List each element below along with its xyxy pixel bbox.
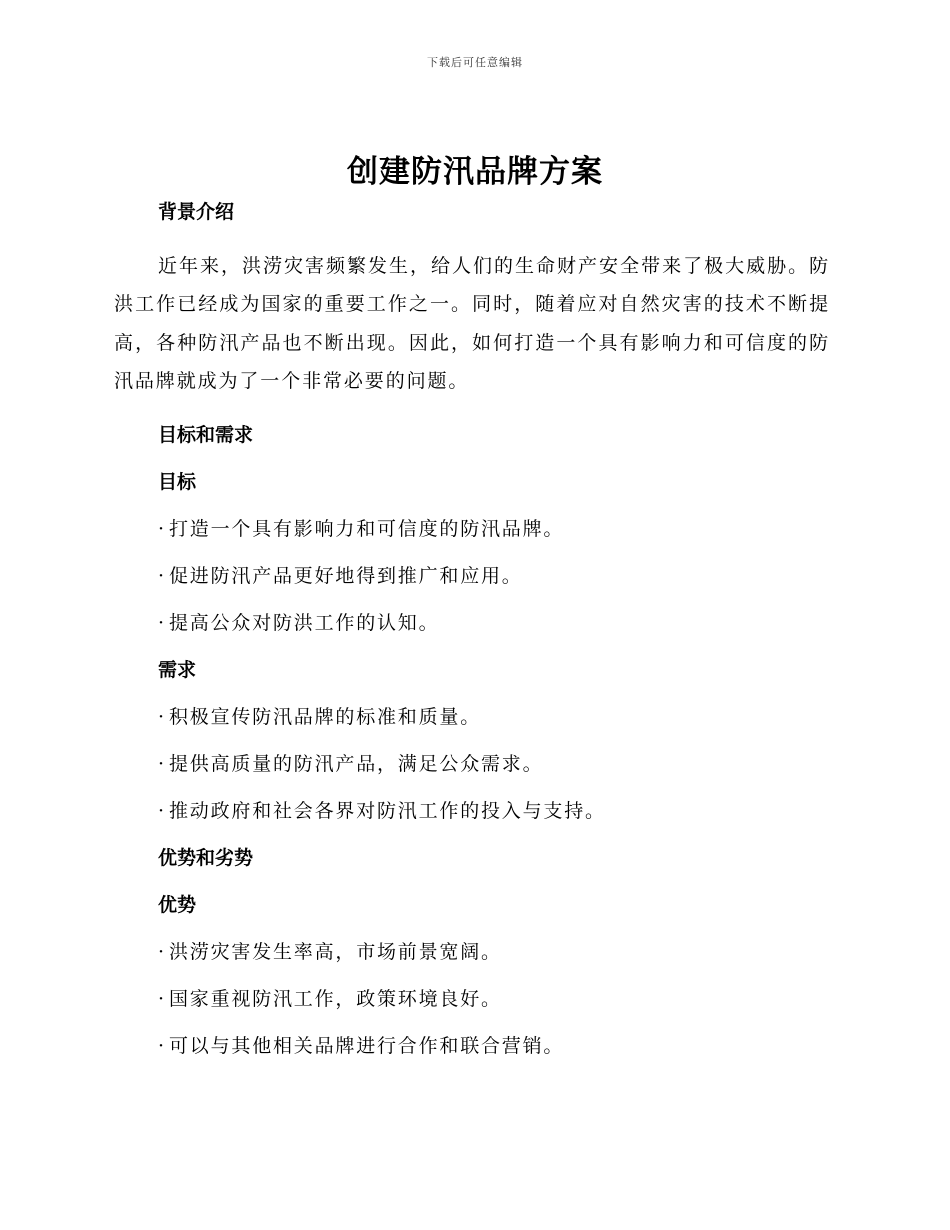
list-item — [158, 795, 830, 827]
list-item — [158, 936, 830, 968]
need-item-1: 积极宣传防汛品牌的标准和质量。 — [169, 705, 482, 728]
goal-item-1: 打造一个具有影响力和可信度的防汛品牌。 — [169, 517, 565, 540]
bullet-dot: · — [158, 987, 165, 1010]
advantage-item-1: 洪涝灾害发生率高，市场前景宽阔。 — [169, 940, 502, 963]
bullet-dot: · — [158, 517, 165, 540]
bullet-dot: · — [158, 752, 165, 775]
list-item — [158, 748, 830, 780]
bullet-dot: · — [158, 799, 165, 822]
list-item — [158, 983, 830, 1015]
subheading-needs: 需求 — [158, 658, 197, 681]
background-paragraph: 近年来，洪涝灾害频繁发生，给人们的生命财产安全带来了极大威胁。防洪工作已经成为国家的重要工作之一。同时，随着应对自然灾害的技术不断提高，各种防汛产品也不断出现。因此，如何打造一个具有影响力和可信度的防汛品牌就成为了一个非常必要的问题。 — [114, 255, 830, 393]
subheading-goals: 目标 — [158, 470, 197, 493]
need-item-2: 提供高质量的防汛产品，满足公众需求。 — [169, 752, 544, 775]
advantage-item-2: 国家重视防汛工作，政策环境良好。 — [169, 987, 502, 1010]
document-title: 创建防汛品牌方案 — [347, 154, 603, 190]
document-body — [114, 196, 830, 1062]
goal-item-3: 提高公众对防洪工作的认知。 — [169, 611, 440, 634]
list-item — [158, 513, 830, 545]
list-item — [158, 607, 830, 639]
bullet-dot: · — [158, 1034, 165, 1057]
bullet-dot: · — [158, 564, 165, 587]
bullet-dot: · — [158, 940, 165, 963]
advantage-item-3: 可以与其他相关品牌进行合作和联合营销。 — [169, 1034, 565, 1057]
goal-item-2: 促进防汛产品更好地得到推广和应用。 — [169, 564, 523, 587]
section-heading-background: 背景介绍 — [158, 201, 235, 223]
header-note: 下载后可任意编辑 — [427, 56, 523, 69]
section-heading-swot: 优势和劣势 — [158, 846, 254, 869]
bullet-dot: · — [158, 705, 165, 728]
list-item — [158, 701, 830, 733]
need-item-3: 推动政府和社会各界对防汛工作的投入与支持。 — [169, 799, 606, 822]
list-item — [158, 560, 830, 592]
bullet-dot: · — [158, 611, 165, 634]
list-item — [158, 1030, 830, 1062]
subheading-advantages: 优势 — [158, 893, 197, 916]
section-heading-goals-needs: 目标和需求 — [158, 423, 254, 446]
